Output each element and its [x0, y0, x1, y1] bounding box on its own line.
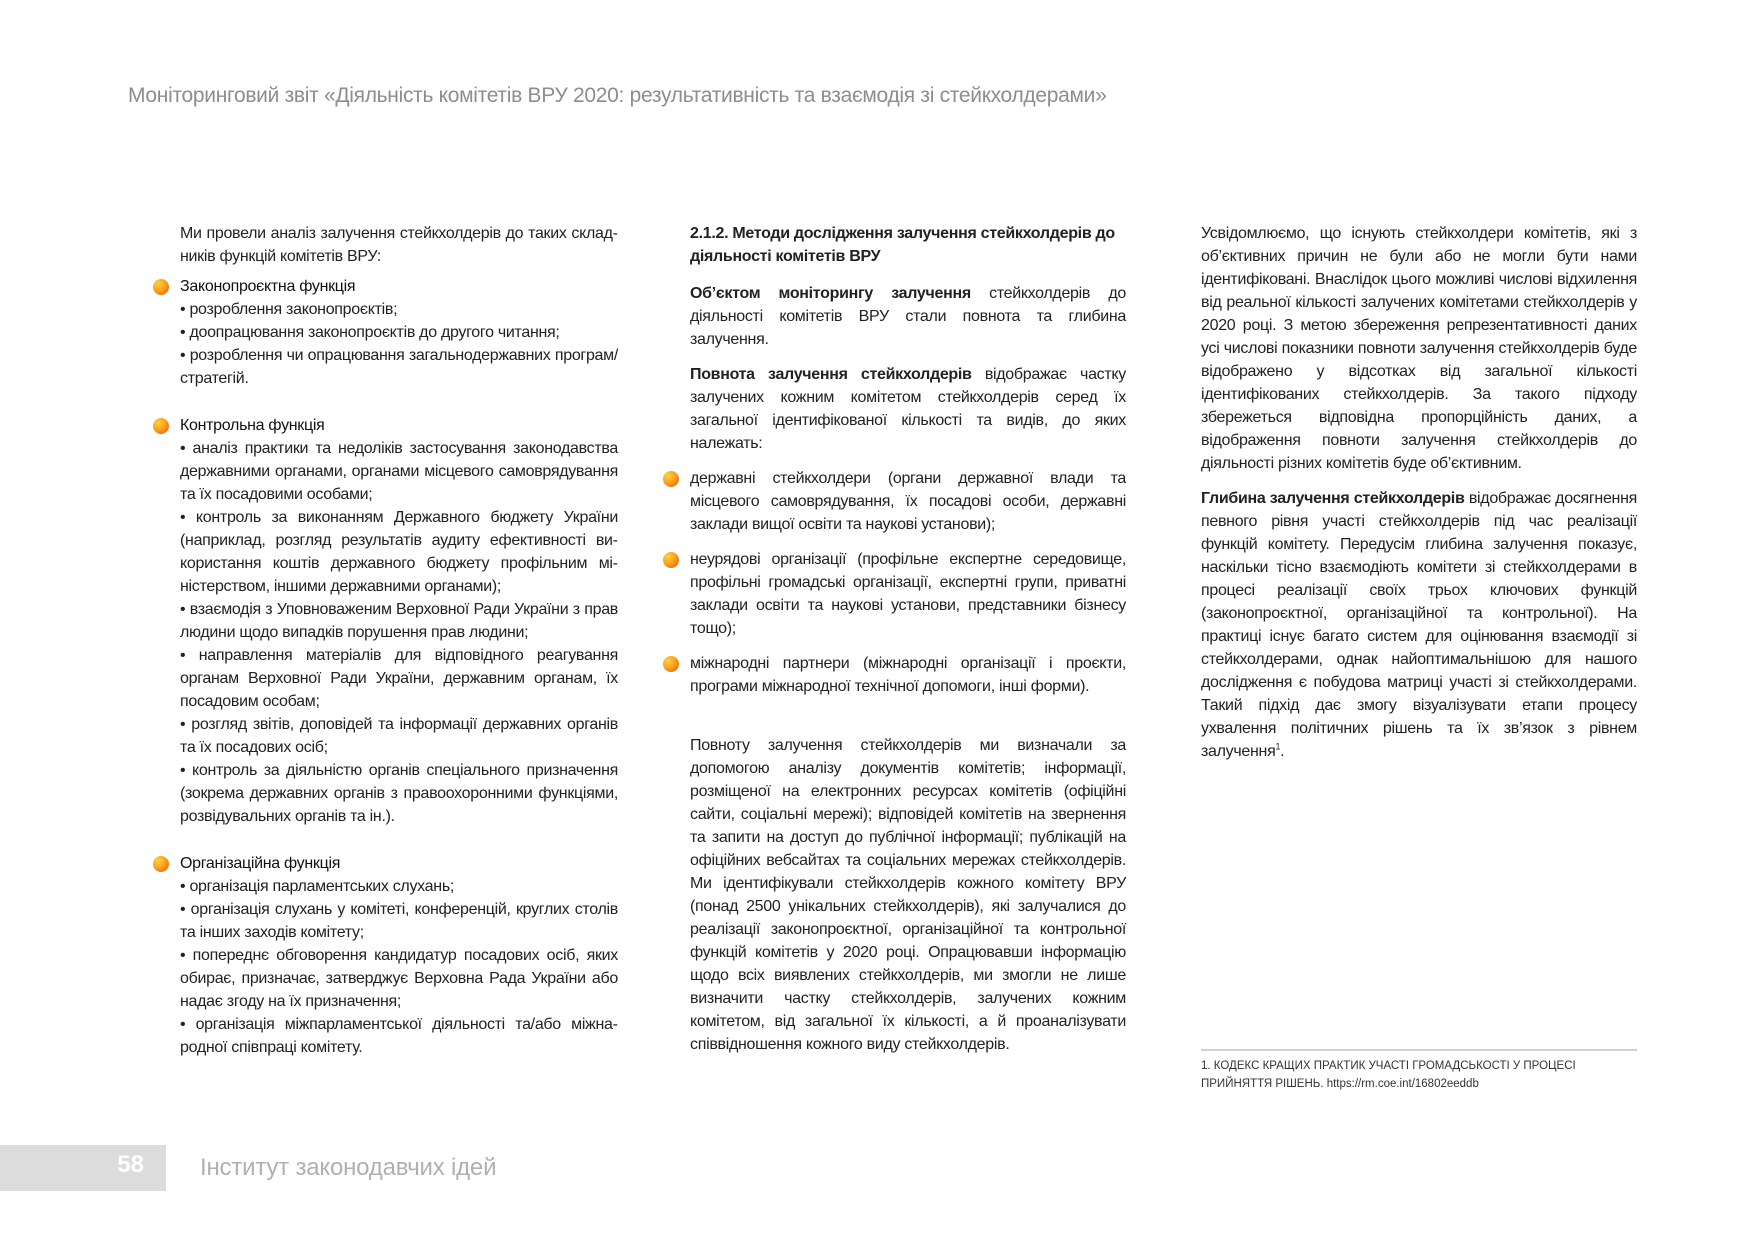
list-item-text: державні стейкхолдери (органи державної влади та місцевого самоврядування, їх посадові особи, державні заклади вищої освіти та наукові установи); — [690, 470, 1126, 533]
running-header: Моніторинговий звіт «Діяльність комітетів ВРУ 2020: результативність та взаємодія зі стейкхолдерами» — [128, 84, 1107, 107]
list-item: • розроблення законопроєктів; — [180, 301, 398, 318]
page-number: 58 — [117, 1151, 144, 1178]
list-item: • організація парламентських слухань; — [180, 878, 455, 895]
page-number-box — [0, 1145, 166, 1191]
section-control-function — [180, 414, 618, 828]
column-methods — [690, 222, 1126, 1056]
footnote: 1. КОДЕКС КРАЩИХ ПРАКТИК УЧАСТІ ГРОМАДСЬКОСТІ У ПРОЦЕСІ ПРИЙНЯТТЯ РІШЕНЬ. https://rm.coe.int/16802eeddb — [1201, 1060, 1576, 1090]
list-item: • контроль за виконанням Державного бюджету України (наприклад, розгляд результатів аудиту ефективності використання коштів державного бюджету профільним міністерством, іншими державними органами); — [180, 509, 618, 595]
list-item: • організація слухань у комітеті, конференцій, круглих столів та інших заходів комітету; — [180, 901, 618, 941]
list-item: • доопрацювання законопроєктів до другого читання; — [180, 324, 560, 341]
paragraph-object — [690, 282, 1126, 351]
orange-bullet-icon — [663, 656, 679, 672]
orange-bullet-icon — [663, 471, 679, 487]
section-title: Організаційна функція — [180, 855, 341, 872]
list-item — [690, 467, 1126, 536]
column-functions — [180, 222, 618, 1083]
bold-term: Об’єктом моніторингу залучення — [690, 285, 971, 302]
list-item — [690, 548, 1126, 640]
section-legislative-function — [180, 275, 618, 390]
section-heading: 2.1.2. Методи дослідження залучення стейкхолдерів до діяльності комітетів ВРУ — [690, 225, 1115, 265]
list-item: • організація міжпарламентської діяльності та/або міжнародної співпраці комітету. — [180, 1016, 618, 1056]
list-item-text: міжнародні партнери (міжнародні організації і проєкти, програми міжнародної технічної допомоги, інші форми). — [690, 655, 1126, 695]
paragraph-depth — [1201, 487, 1637, 763]
list-item — [690, 652, 1126, 698]
paragraph-end: . — [1280, 743, 1285, 760]
orange-bullet-icon — [153, 418, 169, 434]
list-item: • направлення матеріалів для відповідного реагування органам Верховної Ради України, державним органам, їх посадовим особам; — [180, 647, 618, 710]
bold-term: Повнота залучення стейкхолдерів — [690, 366, 972, 383]
section-title: Законопроєктна функція — [180, 278, 356, 295]
paragraph-stakeholders-note: Усвідомлюємо, що існують стейкхолдери комітетів, які з об’єктивних причин не були або не могли бути нами ідентифіковані. Внаслідок цього можливі числові відхилення від реальної кількості залучених комітетами стейкхолдерів у 2020 році. З метою збереження репрезентативності даних усі числові показники повноти залучення стейкхолдерів буде відображено у відсотках від загальної кількості ідентифікованих стейкхолдерів. За такого підходу збережеться відповідна пропорційність даних, а відображення повноти залучення стейкхолдерів до діяльності різних комітетів буде об’єктивним. — [1201, 225, 1637, 472]
list-item-text: неурядові організації (профільне експертне середовище, профільні громадські організації, експертні групи, приватні заклади освіти та наукові установи, представники бізнесу тощо); — [690, 551, 1126, 637]
list-item: • розгляд звітів, доповідей та інформації державних органів та їх посадових осіб; — [180, 716, 618, 756]
section-title: Контрольна функція — [180, 417, 325, 434]
section-organizational-function — [180, 852, 618, 1059]
paragraph-text: відображає досягнення певного рівня участі стейкхолдерів під час реалізації функцій комітету. Передусім глибина залучення показує, наскільки тісно взаємодіють комітети зі стейкхолдерами в процесі реалізації своїх трьох ключових функцій (законопроєктної, організаційної та контрольної). На практиці існує багато систем для оцінювання взаємодії зі стейкхолдерами, однак найоптимальнішою для нашого дослідження є побудова матриці участі зі стейкхолдерами. Такий підхід дає змогу візуалізувати етапи процесу ухвалення політичних рішень та їх зв’язок з рівнем залучення — [1201, 490, 1637, 760]
footnote-divider — [1201, 1049, 1637, 1051]
bold-term: Глибина залучення стейкхолдерів — [1201, 490, 1465, 507]
footer-organization: Інститут законодавчих ідей — [200, 1154, 497, 1181]
orange-bullet-icon — [153, 279, 169, 295]
orange-bullet-icon — [663, 552, 679, 568]
paragraph-completeness — [690, 363, 1126, 455]
list-item: • попереднє обговорення кандидатур посадових осіб, яких обирає, призначає, затверджує Верховна Рада України або надає згоду на їх призначення; — [180, 947, 618, 1010]
list-item: • взаємодія з Уповноваженим Верховної Ради України з прав людини щодо випадків порушення прав людини; — [180, 601, 618, 641]
orange-bullet-icon — [153, 856, 169, 872]
paragraph-text: стейкхолдерів до діяльності комітетів ВРУ стали повнота та глибина залучення. — [690, 285, 1126, 348]
list-item: • контроль за діяльністю органів спеціального призначення (зокрема державних органів з правоохоронними функціями, розвідувальних органів та ін.). — [180, 762, 618, 825]
list-item: • розроблення чи опрацювання загальнодержавних програм/ стратегій. — [180, 347, 618, 387]
list-item: • аналіз практики та недоліків застосування законодавства державними органами, органами місцевого самоврядування та їх посадовими особами; — [180, 440, 618, 503]
intro-paragraph: Ми провели аналіз залучення стейкхолдерів до таких складників функцій комітетів ВРУ: — [180, 225, 618, 265]
paragraph-methodology: Повноту залучення стейкхолдерів ми визначали за допомогою аналізу документів комітетів; інформації, розміщеної на електронних ресурсах комітетів (офіційні сайти, соціальні мережі); відповідей комітетів на звернення та запити на доступ до публічної інформації; публікацій на офіційних вебсайтах та соціальних мережах стейкхолдерів. Ми ідентифікували стейкхолдерів кожного комітету ВРУ (понад 2500 унікальних стейкхолдерів), які залучалися до реалізації законопроєктної, організаційної та контрольної функцій комітетів у 2020 році. Опрацювавши інформацію щодо всіх виявлених стейкхолдерів, ми змогли не лише визначити частку стейкхолдерів, залучених кожним комітетом, від загальної їх кількості, а й проаналізувати співвідношення кожного виду стейкхолдерів. — [690, 737, 1126, 1053]
footnote-ref[interactable]: 1 — [1275, 741, 1281, 752]
column-depth — [1201, 222, 1637, 763]
paragraph-text: відображає частку залучених кожним комітетом стейкхолдерів серед їх загальної ідентифікованої кількості та видів, до яких належать: — [690, 366, 1126, 452]
